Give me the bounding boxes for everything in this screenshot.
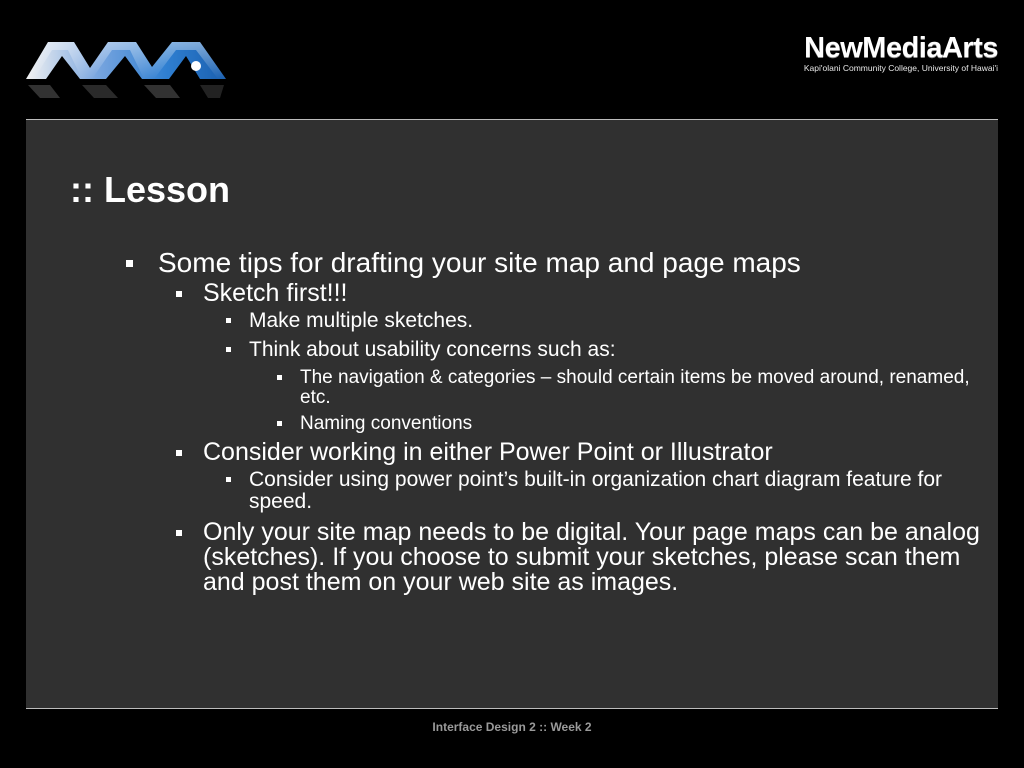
square-bullet-icon: [226, 318, 231, 323]
bullet-text: Some tips for drafting your site map and page maps: [158, 247, 801, 278]
slide-footer: Interface Design 2 :: Week 2: [432, 720, 592, 734]
brand-name: NewMediaArts: [804, 32, 998, 64]
slide-title: :: Lesson: [70, 169, 231, 210]
square-bullet-icon: [176, 530, 182, 536]
bullet-item-sketch-first: [26, 281, 998, 306]
square-bullet-icon: [226, 347, 231, 352]
square-bullet-icon: [176, 291, 182, 297]
brand-logo: [804, 32, 998, 73]
bullet-item-naming-conventions: [26, 414, 998, 434]
bullet-item-powerpoint-illustrator: [26, 440, 998, 465]
bullet-item-organization-chart: [26, 469, 998, 513]
bullet-text: Consider working in either Power Point or Illustrator: [203, 438, 773, 466]
bullet-item-navigation-categories: [26, 368, 998, 408]
bullet-text: Sketch first!!!: [203, 279, 348, 307]
bullet-text: Think about usability concerns such as:: [249, 338, 616, 361]
square-bullet-icon: [277, 375, 282, 380]
brand-subtitle: Kapi'olani Community College, University of Hawai'i: [803, 63, 998, 73]
bullet-item-multiple-sketches: [26, 310, 998, 332]
bullet-text: Only your site map needs to be digital. Your page maps can be analog (sketches). If you choose to submit your sketches, please scan them and post them on your web site as images.: [203, 518, 980, 596]
bullet-text: Consider using power point’s built-in organization chart diagram feature for speed.: [249, 468, 942, 513]
bullet-item-usability-concerns: [26, 339, 998, 361]
square-bullet-icon: [176, 450, 182, 456]
bullet-item-site-map-tips: [26, 248, 998, 278]
bullet-text: Make multiple sketches.: [249, 309, 474, 332]
square-bullet-icon: [277, 421, 282, 426]
nma-wave-logo-icon: [24, 36, 228, 100]
square-bullet-icon: [126, 260, 133, 267]
slide-content-panel: [26, 119, 998, 709]
square-bullet-icon: [226, 477, 231, 482]
lesson-bullet-list: [26, 248, 998, 599]
bullet-text: The navigation & categories – should certain items be moved around, renamed, etc.: [300, 367, 970, 408]
bullet-text: Naming conventions: [300, 413, 473, 434]
bullet-item-digital-site-map: [26, 520, 998, 595]
